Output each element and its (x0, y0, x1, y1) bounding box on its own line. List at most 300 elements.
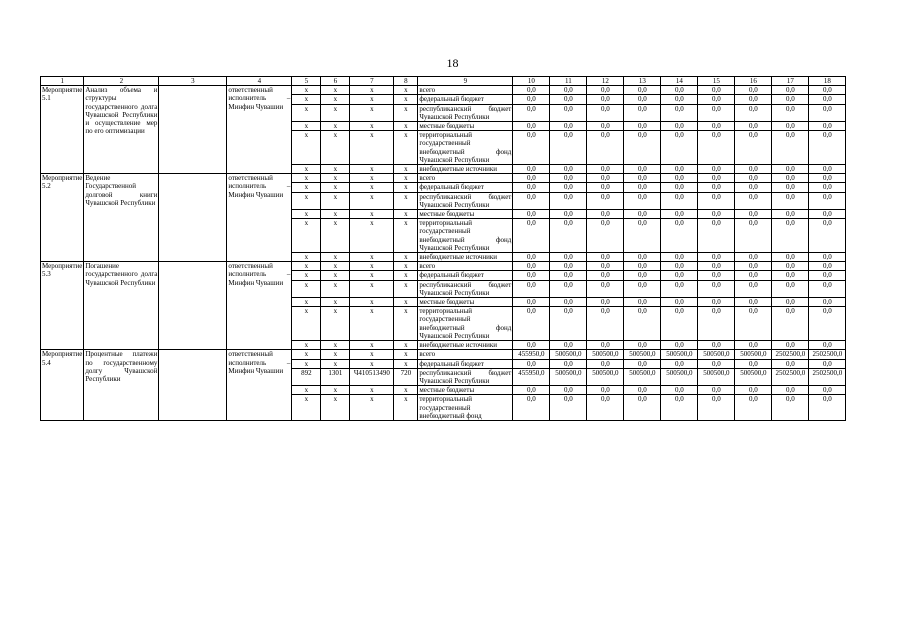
budget-code-cell: x (292, 210, 321, 219)
amount-cell: 0,0 (809, 341, 846, 350)
amount-cell: 0,0 (587, 395, 624, 421)
amount-cell: 0,0 (698, 386, 735, 395)
budget-code-cell: x (292, 262, 321, 271)
amount-cell: 0,0 (587, 271, 624, 280)
amount-cell: 0,0 (735, 183, 772, 192)
amount-cell: 0,0 (513, 210, 550, 219)
amount-cell: 0,0 (624, 386, 661, 395)
amount-cell: 0,0 (809, 210, 846, 219)
budget-code-cell: 1301 (321, 368, 350, 385)
amount-cell: 0,0 (587, 104, 624, 121)
budget-code-cell: x (394, 192, 418, 209)
amount-cell: 0,0 (624, 86, 661, 95)
budget-code-cell: x (394, 298, 418, 307)
budget-code-cell: x (394, 271, 418, 280)
budget-code-cell: x (394, 174, 418, 183)
amount-cell: 0,0 (550, 192, 587, 209)
budget-code-cell: x (394, 86, 418, 95)
amount-cell: 0,0 (550, 95, 587, 104)
amount-cell: 500500,0 (735, 368, 772, 385)
funding-source: федеральный бюджет (418, 183, 513, 192)
funding-source: республиканский бюджет Чувашской Республики (419, 368, 512, 385)
budget-code-cell: x (292, 298, 321, 307)
measure-executor: ответственный исполнитель – Минфин Чувашии (227, 350, 292, 421)
amount-cell: 0,0 (587, 131, 624, 165)
amount-cell: 0,0 (550, 219, 587, 253)
amount-cell: 0,0 (698, 131, 735, 165)
budget-code-cell: x (321, 280, 350, 297)
amount-cell: 0,0 (513, 253, 550, 262)
funding-source: местные бюджеты (418, 210, 513, 219)
budget-code-cell: x (350, 341, 394, 350)
amount-cell: 0,0 (513, 131, 550, 165)
budget-code-cell: x (350, 395, 394, 421)
amount-cell: 0,0 (624, 210, 661, 219)
amount-cell: 500500,0 (698, 350, 735, 359)
budget-code-cell: x (321, 307, 350, 341)
amount-cell: 0,0 (772, 280, 809, 297)
amount-cell: 0,0 (735, 165, 772, 174)
amount-cell: 500500,0 (661, 350, 698, 359)
amount-cell: 0,0 (698, 262, 735, 271)
amount-cell: 0,0 (698, 307, 735, 341)
amount-cell: 2502500,0 (809, 350, 846, 359)
amount-cell: 0,0 (661, 307, 698, 341)
amount-cell: 0,0 (809, 165, 846, 174)
amount-cell: 0,0 (809, 104, 846, 121)
amount-cell: 2502500,0 (772, 350, 809, 359)
amount-cell: 0,0 (513, 341, 550, 350)
amount-cell: 0,0 (661, 192, 698, 209)
amount-cell: 0,0 (809, 262, 846, 271)
amount-cell: 0,0 (661, 174, 698, 183)
amount-cell: 500500,0 (661, 368, 698, 385)
budget-code-cell: x (394, 253, 418, 262)
funding-source: республиканский бюджет Чувашской Республики (419, 192, 512, 209)
amount-cell: 0,0 (698, 271, 735, 280)
amount-cell: 0,0 (661, 122, 698, 131)
amount-cell: 0,0 (624, 307, 661, 341)
amount-cell: 0,0 (550, 307, 587, 341)
measure-code: Мероприятие 5.3 (41, 262, 84, 350)
funding-source: местные бюджеты (418, 298, 513, 307)
budget-code-cell: x (350, 165, 394, 174)
budget-code-cell: x (394, 359, 418, 368)
amount-cell: 0,0 (587, 192, 624, 209)
amount-cell: 0,0 (661, 86, 698, 95)
amount-cell: 0,0 (550, 262, 587, 271)
amount-cell: 0,0 (550, 271, 587, 280)
amount-cell: 0,0 (513, 95, 550, 104)
amount-cell: 0,0 (624, 122, 661, 131)
measure-code: Мероприятие 5.2 (41, 174, 84, 262)
amount-cell: 0,0 (809, 219, 846, 253)
budget-code-cell: x (292, 104, 321, 121)
amount-cell: 0,0 (550, 359, 587, 368)
amount-cell: 0,0 (772, 341, 809, 350)
funding-source: территориальный государственный внебюджетный фонд (418, 395, 513, 421)
amount-cell: 0,0 (772, 192, 809, 209)
amount-cell: 0,0 (698, 253, 735, 262)
amount-cell: 0,0 (550, 174, 587, 183)
header-row (41, 77, 846, 86)
column-number: 12 (587, 77, 624, 86)
amount-cell: 0,0 (587, 262, 624, 271)
amount-cell: 0,0 (624, 298, 661, 307)
budget-code-cell: x (350, 350, 394, 359)
budget-code-cell: x (321, 210, 350, 219)
funding-source: федеральный бюджет (418, 359, 513, 368)
budget-code-cell: x (394, 104, 418, 121)
amount-cell: 0,0 (624, 219, 661, 253)
measure-code: Мероприятие 5.1 (41, 86, 84, 174)
budget-code-cell: x (292, 395, 321, 421)
amount-cell: 0,0 (624, 192, 661, 209)
amount-cell: 0,0 (661, 271, 698, 280)
amount-cell: 0,0 (661, 210, 698, 219)
column-number: 15 (698, 77, 735, 86)
budget-code-cell: x (292, 341, 321, 350)
budget-code-cell: x (350, 307, 394, 341)
table-row (41, 262, 846, 271)
budget-code-cell: x (321, 341, 350, 350)
amount-cell: 500500,0 (587, 368, 624, 385)
budget-code-cell: x (394, 262, 418, 271)
amount-cell: 455950,0 (513, 350, 550, 359)
amount-cell: 0,0 (772, 104, 809, 121)
amount-cell: 0,0 (698, 219, 735, 253)
amount-cell: 0,0 (735, 219, 772, 253)
funding-source: территориальный государственный внебюджетный фонд Чувашской Республики (419, 219, 512, 252)
amount-cell: 0,0 (698, 174, 735, 183)
budget-code-cell: x (292, 122, 321, 131)
amount-cell: 0,0 (661, 341, 698, 350)
amount-cell: 0,0 (587, 219, 624, 253)
amount-cell: 0,0 (698, 86, 735, 95)
budget-code-cell: x (350, 104, 394, 121)
amount-cell: 0,0 (661, 280, 698, 297)
amount-cell: 0,0 (587, 165, 624, 174)
budget-code-cell: x (394, 350, 418, 359)
budget-code-cell: x (292, 359, 321, 368)
amount-cell: 0,0 (513, 183, 550, 192)
amount-cell: 0,0 (735, 122, 772, 131)
funding-source: местные бюджеты (418, 122, 513, 131)
budget-code-cell: x (350, 359, 394, 368)
amount-cell: 0,0 (587, 122, 624, 131)
amount-cell: 0,0 (550, 341, 587, 350)
measure-name: Погашение государственного долга Чувашской Республики (84, 262, 159, 350)
amount-cell: 0,0 (587, 86, 624, 95)
funding-source: федеральный бюджет (418, 271, 513, 280)
budget-code-cell: x (321, 104, 350, 121)
amount-cell: 0,0 (772, 253, 809, 262)
amount-cell: 0,0 (809, 298, 846, 307)
budget-code-cell: x (292, 253, 321, 262)
amount-cell: 500500,0 (698, 368, 735, 385)
column-number: 17 (772, 77, 809, 86)
funding-source: местные бюджеты (418, 386, 513, 395)
amount-cell: 0,0 (661, 395, 698, 421)
table-row (41, 174, 846, 183)
amount-cell: 0,0 (513, 298, 550, 307)
budget-code-cell: x (321, 253, 350, 262)
table-row (41, 86, 846, 95)
amount-cell: 0,0 (698, 298, 735, 307)
amount-cell: 0,0 (698, 104, 735, 121)
budget-code-cell: Ч410513490 (350, 368, 394, 385)
amount-cell: 0,0 (661, 219, 698, 253)
amount-cell: 0,0 (698, 183, 735, 192)
budget-code-cell: x (321, 350, 350, 359)
measure-col3 (159, 262, 227, 350)
funding-source: республиканский бюджет Чувашской Республики (419, 280, 512, 297)
budget-code-cell: x (350, 271, 394, 280)
amount-cell: 0,0 (661, 386, 698, 395)
amount-cell: 0,0 (661, 165, 698, 174)
budget-code-cell: x (394, 165, 418, 174)
budget-code-cell: x (321, 174, 350, 183)
budget-code-cell: x (394, 122, 418, 131)
amount-cell: 0,0 (735, 210, 772, 219)
amount-cell: 0,0 (661, 131, 698, 165)
budget-code-cell: x (292, 192, 321, 209)
amount-cell: 0,0 (698, 210, 735, 219)
amount-cell: 0,0 (513, 271, 550, 280)
amount-cell: 0,0 (698, 341, 735, 350)
budget-code-cell: x (321, 359, 350, 368)
amount-cell: 500500,0 (550, 350, 587, 359)
amount-cell: 0,0 (735, 359, 772, 368)
budget-code-cell: x (292, 95, 321, 104)
amount-cell: 0,0 (772, 359, 809, 368)
budget-code-cell: x (394, 341, 418, 350)
budget-code-cell: x (350, 122, 394, 131)
amount-cell: 0,0 (550, 210, 587, 219)
amount-cell: 0,0 (624, 165, 661, 174)
amount-cell: 0,0 (587, 386, 624, 395)
amount-cell: 0,0 (809, 395, 846, 421)
amount-cell: 0,0 (809, 192, 846, 209)
amount-cell: 0,0 (624, 131, 661, 165)
budget-code-cell: x (350, 86, 394, 95)
amount-cell: 0,0 (587, 280, 624, 297)
measure-executor: ответственный исполнитель – Минфин Чувашии (227, 174, 292, 262)
amount-cell: 0,0 (772, 298, 809, 307)
amount-cell: 0,0 (587, 253, 624, 262)
measure-col3 (159, 86, 227, 174)
amount-cell: 0,0 (550, 386, 587, 395)
budget-code-cell: x (321, 219, 350, 253)
amount-cell: 500500,0 (587, 350, 624, 359)
amount-cell: 0,0 (624, 253, 661, 262)
budget-table (40, 76, 846, 421)
budget-code-cell: 892 (292, 368, 321, 385)
budget-code-cell: x (394, 307, 418, 341)
amount-cell: 0,0 (698, 95, 735, 104)
amount-cell: 0,0 (661, 253, 698, 262)
measure-col3 (159, 174, 227, 262)
table-row (41, 350, 846, 359)
amount-cell: 500500,0 (624, 368, 661, 385)
amount-cell: 0,0 (735, 86, 772, 95)
amount-cell: 0,0 (513, 174, 550, 183)
funding-source: всего (418, 174, 513, 183)
budget-code-cell: x (394, 280, 418, 297)
amount-cell: 0,0 (809, 95, 846, 104)
amount-cell: 0,0 (735, 298, 772, 307)
budget-code-cell: x (292, 174, 321, 183)
amount-cell: 0,0 (587, 183, 624, 192)
measure-name: Анализ объема и структуры государственного долга Чувашской Республики и осуществление мер по его оптимизации (84, 86, 159, 174)
amount-cell: 0,0 (772, 307, 809, 341)
budget-code-cell: x (350, 386, 394, 395)
column-number: 2 (84, 77, 159, 86)
amount-cell: 0,0 (698, 192, 735, 209)
budget-code-cell: x (350, 262, 394, 271)
budget-code-cell: x (350, 210, 394, 219)
amount-cell: 0,0 (772, 386, 809, 395)
budget-code-cell: x (350, 95, 394, 104)
amount-cell: 0,0 (809, 359, 846, 368)
budget-code-cell: x (321, 192, 350, 209)
budget-code-cell: x (394, 219, 418, 253)
amount-cell: 0,0 (624, 183, 661, 192)
amount-cell: 0,0 (772, 165, 809, 174)
budget-code-cell: x (350, 131, 394, 165)
amount-cell: 500500,0 (550, 368, 587, 385)
amount-cell: 0,0 (809, 122, 846, 131)
budget-code-cell: x (350, 192, 394, 209)
amount-cell: 0,0 (624, 271, 661, 280)
amount-cell: 0,0 (513, 307, 550, 341)
amount-cell: 0,0 (735, 174, 772, 183)
amount-cell: 0,0 (809, 86, 846, 95)
amount-cell: 0,0 (550, 86, 587, 95)
amount-cell: 0,0 (624, 95, 661, 104)
column-number: 7 (350, 77, 394, 86)
budget-code-cell: x (394, 183, 418, 192)
amount-cell: 0,0 (735, 104, 772, 121)
budget-code-cell: x (350, 219, 394, 253)
funding-source: всего (418, 86, 513, 95)
amount-cell: 0,0 (624, 341, 661, 350)
budget-code-cell: x (321, 386, 350, 395)
amount-cell: 0,0 (624, 395, 661, 421)
amount-cell: 0,0 (587, 174, 624, 183)
budget-code-cell: x (321, 183, 350, 192)
funding-source: внебюджетные источники (418, 253, 513, 262)
amount-cell: 0,0 (809, 183, 846, 192)
amount-cell: 0,0 (772, 210, 809, 219)
amount-cell: 0,0 (772, 219, 809, 253)
funding-source: федеральный бюджет (418, 95, 513, 104)
amount-cell: 0,0 (735, 262, 772, 271)
amount-cell: 0,0 (513, 122, 550, 131)
column-number: 9 (418, 77, 513, 86)
amount-cell: 0,0 (809, 280, 846, 297)
amount-cell: 0,0 (735, 307, 772, 341)
funding-source: внебюджетные источники (418, 165, 513, 174)
amount-cell: 0,0 (513, 104, 550, 121)
amount-cell: 0,0 (809, 253, 846, 262)
funding-source: территориальный государственный внебюджетный фонд Чувашской Республики (419, 131, 512, 164)
amount-cell: 0,0 (513, 165, 550, 174)
page-number: 18 (446, 56, 459, 70)
amount-cell: 0,0 (772, 183, 809, 192)
amount-cell: 0,0 (661, 298, 698, 307)
measure-executor: ответственный исполнитель – Минфин Чувашии (227, 262, 292, 350)
amount-cell: 0,0 (735, 95, 772, 104)
amount-cell: 0,0 (661, 104, 698, 121)
measure-name: Ведение Государственной долговой книги Чувашской Республики (84, 174, 159, 262)
measure-name: Процентные платежи по государственному долгу Чувашской Республики (84, 350, 159, 421)
amount-cell: 0,0 (735, 271, 772, 280)
amount-cell: 0,0 (587, 298, 624, 307)
budget-code-cell: x (350, 174, 394, 183)
column-number: 16 (735, 77, 772, 86)
budget-code-cell: x (292, 131, 321, 165)
amount-cell: 0,0 (550, 165, 587, 174)
budget-code-cell: x (350, 183, 394, 192)
amount-cell: 0,0 (550, 183, 587, 192)
amount-cell: 0,0 (587, 307, 624, 341)
amount-cell: 0,0 (513, 395, 550, 421)
budget-code-cell: x (292, 86, 321, 95)
funding-source: всего (418, 350, 513, 359)
amount-cell: 0,0 (772, 86, 809, 95)
budget-code-cell: x (321, 298, 350, 307)
amount-cell: 0,0 (661, 262, 698, 271)
amount-cell: 0,0 (735, 395, 772, 421)
column-number: 11 (550, 77, 587, 86)
funding-source: республиканский бюджет Чувашской Республики (419, 104, 512, 121)
amount-cell: 0,0 (661, 359, 698, 368)
amount-cell: 0,0 (661, 183, 698, 192)
budget-code-cell: x (292, 165, 321, 174)
amount-cell: 0,0 (735, 131, 772, 165)
amount-cell: 0,0 (698, 280, 735, 297)
funding-source: территориальный государственный внебюджетный фонд Чувашской Республики (419, 307, 512, 340)
budget-code-cell: x (292, 271, 321, 280)
measure-code: Мероприятие 5.4 (41, 350, 84, 421)
budget-code-cell: x (321, 95, 350, 104)
budget-code-cell: x (394, 395, 418, 421)
budget-code-cell: x (321, 262, 350, 271)
budget-code-cell: x (321, 131, 350, 165)
budget-code-cell: x (350, 253, 394, 262)
amount-cell: 0,0 (587, 359, 624, 368)
amount-cell: 0,0 (513, 386, 550, 395)
amount-cell: 0,0 (809, 271, 846, 280)
amount-cell: 0,0 (513, 359, 550, 368)
amount-cell: 0,0 (772, 95, 809, 104)
budget-code-cell: x (292, 307, 321, 341)
budget-code-cell: x (350, 298, 394, 307)
amount-cell: 0,0 (661, 95, 698, 104)
budget-code-cell: x (394, 210, 418, 219)
amount-cell: 0,0 (698, 122, 735, 131)
amount-cell: 0,0 (809, 131, 846, 165)
amount-cell: 0,0 (624, 359, 661, 368)
budget-code-cell: x (292, 386, 321, 395)
budget-code-cell: x (321, 122, 350, 131)
amount-cell: 0,0 (772, 262, 809, 271)
amount-cell: 0,0 (698, 359, 735, 368)
budget-code-cell: x (394, 95, 418, 104)
amount-cell: 0,0 (587, 210, 624, 219)
amount-cell: 0,0 (735, 192, 772, 209)
